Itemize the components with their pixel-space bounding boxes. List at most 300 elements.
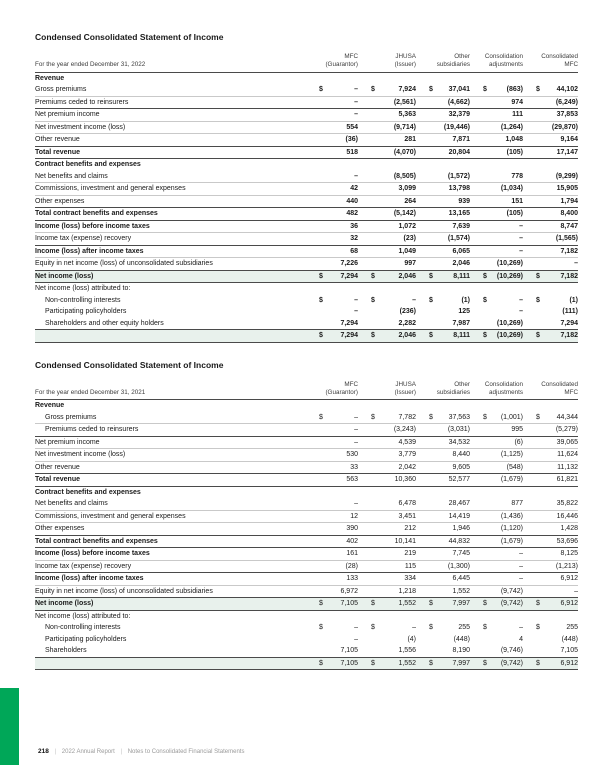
value-text: (6): [514, 438, 523, 446]
value-text: (1,565): [555, 235, 578, 242]
value-cell: [416, 330, 470, 343]
value-text: –: [519, 550, 523, 557]
value-text: –: [354, 426, 358, 433]
value-text: 7,105: [340, 647, 358, 654]
table-row: [35, 134, 578, 147]
value-cell: [358, 318, 416, 330]
value-cell: [416, 573, 470, 586]
currency-symbol: $: [429, 413, 433, 421]
value-cell: [358, 220, 416, 233]
table-row: [35, 449, 578, 462]
value-cell: [523, 306, 578, 318]
table-row: [35, 84, 578, 96]
value-text: 877: [511, 500, 523, 507]
value-text: 7,105: [340, 600, 358, 607]
value-cell: [470, 412, 523, 424]
value-text: –: [412, 296, 416, 304]
value-cell: [358, 548, 416, 561]
value-text: 7,294: [340, 319, 358, 327]
currency-symbol: $: [371, 600, 375, 607]
value-cell: [306, 220, 358, 233]
value-text: (863): [506, 86, 523, 93]
value-cell: [523, 498, 578, 510]
value-text: (10,269): [496, 332, 523, 339]
value-cell: [358, 498, 416, 510]
row-label: Commissions, investment and general expenses: [35, 510, 306, 523]
value-cell: [358, 573, 416, 586]
row-label: Income (loss) after income taxes: [35, 573, 306, 586]
value-text: 264: [404, 197, 416, 205]
value-text: 16,446: [556, 512, 578, 520]
value-cell: [416, 449, 470, 462]
footer-report-title: 2022 Annual Report: [61, 749, 115, 755]
value-text: 11,624: [557, 451, 578, 458]
currency-symbol: $: [319, 272, 323, 280]
value-cell: [523, 295, 578, 307]
value-text: 10,141: [394, 537, 416, 545]
row-label: Non-controlling interests: [45, 624, 121, 631]
row-label: Total revenue: [35, 474, 306, 487]
table-row: [35, 498, 578, 510]
value-text: –: [354, 98, 358, 106]
statement-2022: [35, 32, 578, 343]
currency-symbol: $: [319, 332, 323, 339]
value-text: 281: [404, 136, 416, 143]
value-cell: [306, 146, 358, 159]
value-cell: [523, 171, 578, 183]
value-cell: [416, 474, 470, 487]
value-text: (1,300): [447, 562, 470, 570]
value-cell: [306, 510, 358, 523]
table-row: [35, 622, 578, 634]
currency-symbol: $: [536, 624, 540, 631]
value-cell: [306, 573, 358, 586]
table-header-2022: [35, 53, 578, 72]
row-label: Income (loss) before income taxes: [35, 548, 306, 561]
column-header: Other subsidiaries: [416, 53, 470, 72]
value-text: –: [354, 413, 358, 421]
table-header-row: [35, 381, 578, 400]
value-text: 390: [346, 525, 358, 532]
income-statement-table-2021: [35, 381, 578, 671]
value-text: 151: [511, 197, 523, 205]
value-text: –: [354, 111, 358, 118]
value-text: 1,072: [398, 222, 416, 230]
value-text: 37,041: [448, 86, 470, 93]
table-row: [35, 121, 578, 134]
value-text: 7,105: [340, 659, 358, 667]
value-text: (1,213): [555, 562, 578, 570]
value-text: 8,440: [452, 451, 470, 458]
value-text: (1,574): [447, 235, 470, 242]
value-cell: [306, 96, 358, 109]
value-text: 34,532: [448, 438, 470, 446]
value-cell: [358, 295, 416, 307]
row-label: Participating policyholders: [45, 635, 127, 643]
value-cell: [416, 548, 470, 561]
row-label: Income tax (expense) recovery: [35, 233, 306, 246]
value-text: 6,912: [560, 575, 578, 582]
value-text: 563: [346, 476, 358, 483]
value-text: 7,997: [452, 600, 470, 607]
value-text: 334: [404, 575, 416, 582]
value-text: 28,467: [448, 500, 470, 507]
value-text: 12: [350, 512, 358, 520]
currency-symbol: $: [371, 332, 375, 339]
value-text: –: [519, 308, 523, 315]
value-text: 37,563: [448, 413, 470, 421]
value-cell: [306, 585, 358, 598]
value-cell: [358, 258, 416, 271]
value-text: –: [519, 222, 523, 230]
table-row: [35, 573, 578, 586]
table-row: [35, 657, 578, 670]
value-text: 7,294: [560, 319, 578, 327]
value-cell: [470, 510, 523, 523]
row-label: Other revenue: [35, 461, 306, 474]
value-cell: [470, 330, 523, 343]
currency-symbol: $: [429, 624, 433, 631]
value-cell: [306, 523, 358, 536]
value-cell: [470, 535, 523, 548]
value-text: (448): [453, 635, 470, 643]
value-cell: [470, 258, 523, 271]
table-row: [35, 598, 578, 611]
value-text: (1,001): [500, 413, 523, 421]
row-label: Equity in net income (loss) of unconsolidated subsidiaries: [35, 258, 306, 271]
value-text: 219: [404, 550, 416, 557]
value-text: 7,782: [398, 413, 416, 421]
value-text: (9,299): [555, 172, 578, 180]
value-cell: [416, 622, 470, 634]
value-cell: [523, 461, 578, 474]
value-cell: [358, 585, 416, 598]
value-cell: [523, 449, 578, 462]
value-cell: [306, 109, 358, 122]
value-cell: [358, 330, 416, 343]
value-text: (1,125): [500, 451, 523, 458]
value-cell: [523, 622, 578, 634]
value-text: 939: [458, 197, 470, 205]
table-row: [35, 270, 578, 283]
row-label: Participating policyholders: [45, 308, 127, 315]
row-label: Premiums ceded to reinsurers: [35, 424, 306, 437]
value-text: (8,505): [393, 172, 416, 180]
currency-symbol: $: [319, 413, 323, 421]
value-cell: [523, 109, 578, 122]
value-cell: [470, 233, 523, 246]
value-cell: [358, 424, 416, 437]
value-text: (105): [506, 148, 523, 156]
table-row: [35, 634, 578, 646]
value-text: (10,269): [496, 260, 523, 267]
value-cell: [358, 657, 416, 670]
value-text: 7,226: [340, 260, 358, 267]
value-text: –: [519, 247, 523, 255]
value-cell: [416, 424, 470, 437]
value-text: (4): [407, 635, 416, 643]
value-text: (28): [345, 562, 358, 570]
value-text: 42: [350, 185, 358, 192]
row-label: Gross premiums: [35, 84, 306, 96]
value-cell: [358, 121, 416, 134]
value-text: 20,804: [448, 148, 470, 156]
value-cell: [523, 270, 578, 283]
value-text: 161: [346, 550, 358, 557]
value-cell: [416, 523, 470, 536]
value-cell: [470, 424, 523, 437]
value-text: (1,436): [500, 512, 523, 520]
currency-symbol: $: [483, 332, 487, 339]
value-text: 974: [511, 98, 523, 106]
value-cell: [306, 424, 358, 437]
value-text: 440: [346, 197, 358, 205]
value-cell: [470, 598, 523, 611]
value-cell: [416, 498, 470, 510]
value-text: 402: [346, 537, 358, 545]
value-text: 3,451: [398, 512, 416, 520]
currency-symbol: $: [429, 600, 433, 607]
column-header: Consolidated MFC: [523, 381, 578, 400]
value-cell: [416, 171, 470, 183]
value-text: 5,363: [398, 111, 416, 118]
value-cell: [470, 523, 523, 536]
row-label: Net income (loss) attributed to:: [35, 612, 131, 620]
value-cell: [358, 195, 416, 208]
currency-symbol: $: [319, 659, 323, 667]
table-row: [35, 461, 578, 474]
table-row: [35, 306, 578, 318]
value-cell: [416, 535, 470, 548]
currency-symbol: $: [319, 86, 323, 93]
value-text: 7,182: [560, 247, 578, 255]
value-text: –: [519, 235, 523, 242]
value-text: 11,132: [557, 463, 578, 471]
value-text: 7,105: [560, 647, 578, 654]
value-cell: [523, 523, 578, 536]
value-cell: [358, 96, 416, 109]
value-cell: [523, 195, 578, 208]
value-cell: [470, 121, 523, 134]
value-cell: [306, 436, 358, 449]
value-cell: [470, 474, 523, 487]
value-cell: [306, 134, 358, 147]
value-text: (236): [399, 308, 416, 315]
value-text: 9,605: [452, 463, 470, 471]
value-text: (5,279): [555, 426, 578, 433]
value-text: 1,218: [398, 587, 416, 595]
value-text: (6,249): [555, 98, 578, 106]
value-text: 4,539: [398, 438, 416, 446]
value-text: 7,987: [452, 319, 470, 327]
value-cell: [358, 306, 416, 318]
value-text: –: [519, 575, 523, 582]
value-text: 778: [511, 172, 523, 180]
value-text: 7,924: [398, 86, 416, 93]
column-header: JHUSA (Issuer): [358, 53, 416, 72]
value-cell: [306, 183, 358, 196]
value-cell: [470, 645, 523, 657]
value-cell: [358, 474, 416, 487]
row-label: Net income (loss) attributed to:: [35, 285, 131, 292]
row-label: Shareholders: [35, 645, 306, 657]
value-text: 115: [404, 562, 416, 570]
table-row: [35, 645, 578, 657]
value-cell: [523, 548, 578, 561]
value-text: (36): [345, 136, 358, 143]
value-cell: [470, 270, 523, 283]
value-cell: [358, 523, 416, 536]
currency-symbol: $: [483, 86, 487, 93]
value-text: 53,696: [556, 537, 578, 545]
value-cell: [523, 560, 578, 573]
value-cell: [358, 412, 416, 424]
currency-symbol: $: [536, 332, 540, 339]
value-cell: [306, 657, 358, 670]
row-label: [35, 330, 306, 343]
currency-symbol: $: [429, 86, 433, 93]
value-cell: [306, 461, 358, 474]
value-cell: [470, 134, 523, 147]
value-cell: [416, 560, 470, 573]
value-text: –: [519, 562, 523, 570]
row-label: Shareholders and other equity holders: [35, 318, 306, 330]
table-row: [35, 548, 578, 561]
currency-symbol: $: [536, 272, 540, 280]
section-row: [35, 400, 578, 412]
value-cell: [523, 634, 578, 646]
value-text: –: [354, 438, 358, 446]
value-text: 255: [458, 624, 470, 631]
value-cell: [416, 195, 470, 208]
period-label: For the year ended December 31, 2022: [35, 53, 306, 72]
value-text: 9,164: [560, 136, 578, 143]
value-text: 37,853: [556, 111, 578, 118]
currency-symbol: $: [483, 296, 487, 304]
value-text: (23): [403, 235, 416, 242]
value-cell: [523, 96, 578, 109]
value-cell: [470, 208, 523, 221]
value-cell: [523, 645, 578, 657]
row-label: Revenue: [35, 402, 65, 409]
currency-symbol: $: [371, 272, 375, 280]
row-label: Other revenue: [35, 134, 306, 147]
value-text: 7,294: [340, 332, 358, 339]
value-text: 7,182: [560, 272, 578, 280]
value-cell: [523, 474, 578, 487]
row-label: Net premium income: [35, 109, 306, 122]
currency-symbol: $: [483, 659, 487, 667]
value-text: 68: [350, 247, 358, 255]
value-text: 3,779: [398, 451, 416, 458]
value-cell: [306, 295, 358, 307]
brand-accent-bar: [0, 688, 19, 765]
value-cell: [523, 183, 578, 196]
statement-title-2021: Condensed Consolidated Statement of Income: [35, 359, 224, 370]
value-text: 10,360: [394, 476, 416, 483]
currency-symbol: $: [319, 296, 323, 304]
value-text: 15,905: [556, 185, 578, 192]
value-cell: [416, 295, 470, 307]
row-label: Equity in net income (loss) of unconsolidated subsidiaries: [35, 585, 306, 598]
value-text: 7,182: [560, 332, 578, 339]
value-text: (10,269): [496, 272, 523, 280]
row-label: Contract benefits and expenses: [35, 488, 141, 496]
income-statement-table-2022: [35, 53, 578, 343]
value-cell: [306, 84, 358, 96]
value-cell: [416, 245, 470, 258]
value-text: –: [574, 587, 578, 595]
row-label: Other expenses: [35, 523, 306, 536]
table-row: [35, 208, 578, 221]
row-label: Non-controlling interests: [45, 296, 121, 304]
value-text: 6,912: [560, 659, 578, 667]
statement-title-2022: Condensed Consolidated Statement of Income: [35, 32, 224, 42]
currency-symbol: $: [483, 413, 487, 421]
row-label: Gross premiums: [35, 412, 306, 424]
value-cell: [306, 634, 358, 646]
row-label: [35, 657, 306, 670]
value-cell: [470, 109, 523, 122]
value-text: 8,400: [560, 210, 578, 217]
value-cell: [358, 510, 416, 523]
value-text: 2,046: [452, 260, 470, 267]
table-row: [35, 330, 578, 343]
value-cell: [470, 498, 523, 510]
value-text: 44,344: [556, 413, 578, 421]
table-row: [35, 424, 578, 437]
value-cell: [523, 146, 578, 159]
value-cell: [306, 535, 358, 548]
value-cell: [523, 424, 578, 437]
value-cell: [306, 121, 358, 134]
value-cell: [416, 220, 470, 233]
value-text: 1,556: [398, 647, 416, 654]
row-label: Net investment income (loss): [35, 449, 306, 462]
value-cell: [358, 146, 416, 159]
value-cell: [358, 245, 416, 258]
currency-symbol: $: [429, 296, 433, 304]
currency-symbol: $: [429, 272, 433, 280]
value-cell: [523, 208, 578, 221]
value-cell: [523, 318, 578, 330]
value-cell: [523, 220, 578, 233]
value-text: –: [574, 260, 578, 267]
value-text: (105): [506, 210, 523, 217]
table-row: [35, 474, 578, 487]
value-cell: [358, 171, 416, 183]
value-cell: [358, 208, 416, 221]
column-header: Consolidated MFC: [523, 53, 578, 72]
value-text: (1,034): [500, 185, 523, 192]
value-cell: [416, 645, 470, 657]
value-text: 1,794: [560, 197, 578, 205]
section-row: [35, 486, 578, 498]
value-text: 44,832: [448, 537, 470, 545]
value-text: 997: [404, 260, 416, 267]
value-cell: [523, 535, 578, 548]
value-cell: [470, 245, 523, 258]
value-text: 6,912: [560, 600, 578, 607]
table-row: [35, 560, 578, 573]
value-cell: [416, 233, 470, 246]
value-cell: [358, 645, 416, 657]
value-cell: [358, 84, 416, 96]
value-text: (9,714): [393, 123, 416, 131]
value-text: 111: [512, 111, 523, 118]
currency-symbol: $: [371, 86, 375, 93]
value-text: 2,282: [398, 319, 416, 327]
